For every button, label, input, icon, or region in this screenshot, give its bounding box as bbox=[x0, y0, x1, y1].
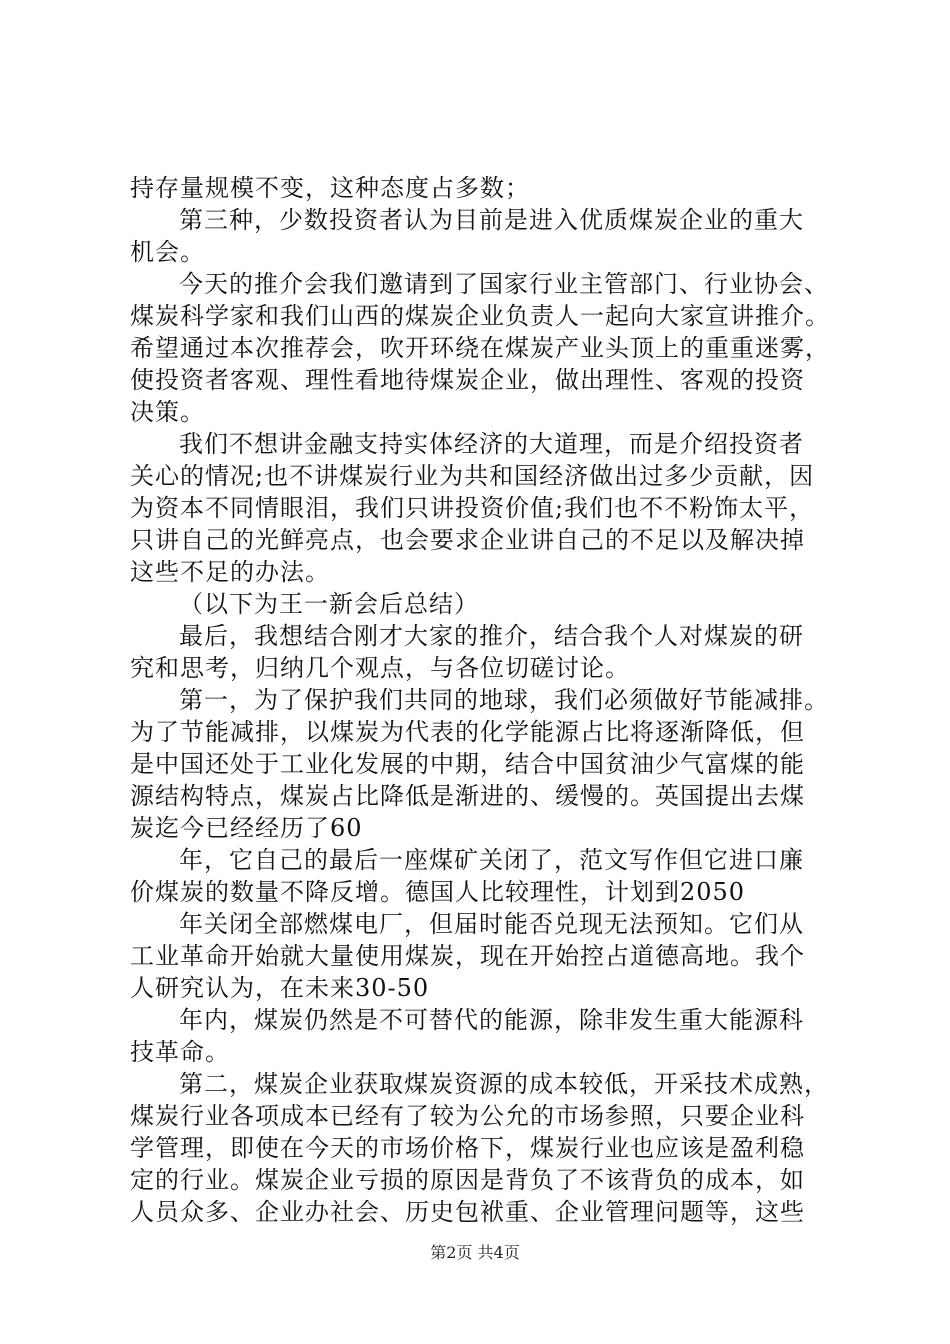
document-body bbox=[130, 172, 830, 1228]
text-line: 关心的情况;也不讲煤炭行业为共和国经济做出过多少贡献，因 bbox=[130, 462, 815, 490]
text-line: 年关闭全部燃煤电厂，但届时能否兑现无法预知。它们从 bbox=[179, 910, 804, 938]
text-line: 年，它自己的最后一座煤矿关闭了，范文写作但它进口廉 bbox=[179, 846, 804, 874]
text-line: 煤炭行业各项成本已经有了较为公允的市场参照，只要企业科 bbox=[130, 1102, 805, 1130]
text-line: 第三种，少数投资者认为目前是进入优质煤炭企业的重大 bbox=[179, 206, 804, 234]
text-line: 这些不足的办法。 bbox=[130, 558, 330, 586]
text-line: 我们不想讲金融支持实体经济的大道理，而是介绍投资者 bbox=[179, 430, 804, 458]
text-line: 究和思考，归纳几个观点，与各位切磋讨论。 bbox=[130, 654, 630, 682]
text-line: 年内，煤炭仍然是不可替代的能源，除非发生重大能源科 bbox=[179, 1006, 804, 1034]
text-line: （以下为王一新会后总结） bbox=[179, 590, 479, 618]
text-line: 技革命。 bbox=[130, 1038, 230, 1066]
text-line: 最后，我想结合刚才大家的推介，结合我个人对煤炭的研 bbox=[179, 622, 804, 650]
text-line: 工业革命开始就大量使用煤炭，现在开始控占道德高地。我个 bbox=[130, 942, 805, 970]
text-line: 定的行业。煤炭企业亏损的原因是背负了不该背负的成本，如 bbox=[130, 1166, 805, 1194]
text-line: 为资本不同情眼泪，我们只讲投资价值;我们也不不粉饰太平， bbox=[130, 494, 815, 522]
text-line: 为了节能减排，以煤炭为代表的化学能源占比将逐渐降低，但 bbox=[130, 718, 805, 746]
text-line: 是中国还处于工业化发展的中期，结合中国贫油少气富煤的能 bbox=[130, 750, 805, 778]
text-line: 源结构特点，煤炭占比降低是渐进的、缓慢的。英国提出去煤 bbox=[130, 782, 805, 810]
text-line: 学管理，即使在今天的市场价格下，煤炭行业也应该是盈利稳 bbox=[130, 1134, 805, 1162]
text-line: 价煤炭的数量不降反增。德国人比较理性，计划到2050 bbox=[130, 878, 746, 906]
text-line: 人研究认为，在未来30-50 bbox=[130, 974, 430, 1002]
text-line: 只讲自己的光鲜亮点，也会要求企业讲自己的不足以及解决掉 bbox=[130, 526, 805, 554]
text-line: 第一，为了保护我们共同的地球，我们必须做好节能减排。 bbox=[179, 686, 829, 714]
text-line: 决策。 bbox=[130, 398, 205, 426]
text-line: 人员众多、企业办社会、历史包袱重、企业管理问题等，这些 bbox=[130, 1198, 805, 1226]
text-line: 希望通过本次推荐会，吹开环绕在煤炭产业头顶上的重重迷雾， bbox=[130, 334, 830, 362]
text-line: 机会。 bbox=[130, 238, 205, 266]
text-line: 持存量规模不变，这种态度占多数； bbox=[130, 174, 530, 202]
text-line: 第二，煤炭企业获取煤炭资源的成本较低，开采技术成熟， bbox=[179, 1070, 829, 1098]
text-line: 煤炭科学家和我们山西的煤炭企业负责人一起向大家宣讲推介。 bbox=[130, 302, 830, 330]
page-footer: 第2页 共4页 bbox=[430, 1243, 520, 1262]
text-line: 使投资者客观、理性看地待煤炭企业，做出理性、客观的投资 bbox=[130, 366, 805, 394]
text-line: 炭迄今已经经历了60 bbox=[130, 814, 363, 842]
text-line: 今天的推介会我们邀请到了国家行业主管部门、行业协会、 bbox=[179, 270, 829, 298]
